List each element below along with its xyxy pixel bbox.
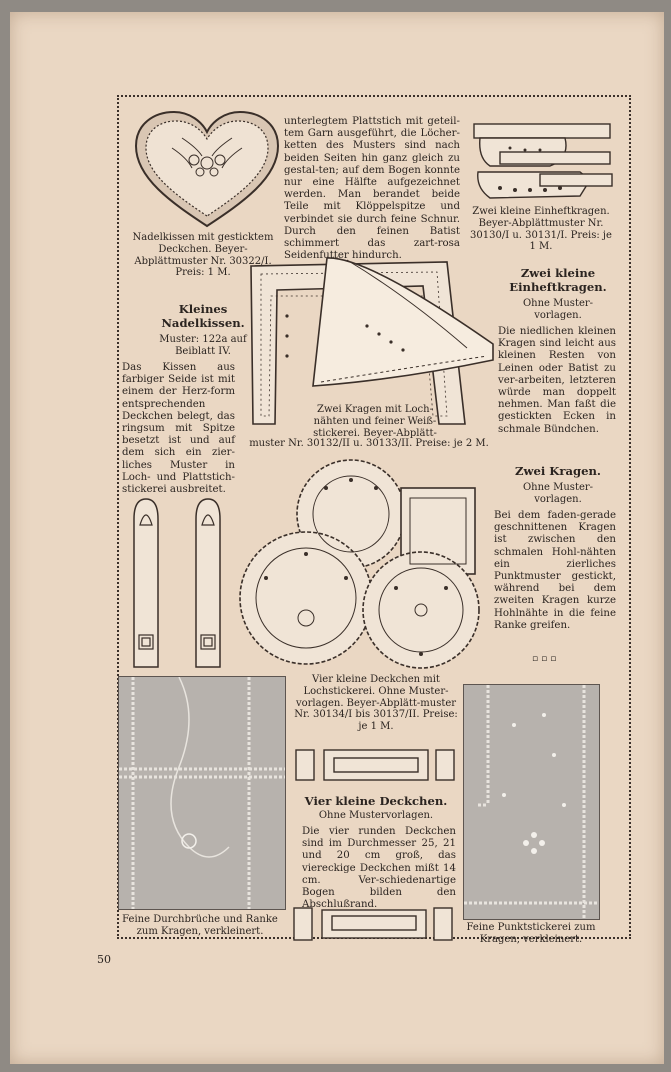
page-number: 50	[97, 953, 111, 966]
two-collars-heading: Zwei Kragen.	[515, 464, 601, 478]
four-doilies-illustration	[236, 458, 486, 670]
small-collars-sub: Ohne Muster-vorlagen.	[522, 298, 594, 321]
openwork-caption: Feine Durchbrüche und Ranke zum Kragen, verkleinert.	[122, 914, 278, 937]
doilies-caption: Vier kleine Deckchen mit Lochstickerei. Ohne Muster-vorlagen. Beyer-Abplätt-muster Nr. 30134/I bis 30137/II. Preise: je 1 M.	[294, 674, 458, 733]
small-collars-caption: Zwei kleine Einheftkragen. Beyer-Abplättmuster Nr. 30130/I u. 30131/I. Preis: je 1 M.	[470, 206, 612, 253]
end-mark: ▫▫▫	[532, 654, 560, 664]
heart-cushion-illustration	[132, 108, 282, 230]
two-collars-caption-line: muster Nr. 30132/II u. 30133/II. Preise: je 2 M.	[249, 438, 489, 449]
two-collars-caption: Zwei Kragen mit Loch-nähten und feiner Weiß-stickerei. Beyer-Abplätt-	[313, 404, 437, 439]
small-collars-heading: Zwei kleine Einheftkragen.	[509, 266, 607, 294]
two-collars-sub: Ohne Muster-vorlagen.	[522, 482, 594, 505]
top-center-paragraph: unterlegtem Plattstich mit geteil-tem Garn ausgeführt, die Löcher-ketten des Musters sind nach beiden Seiten hin ganz gleich zu gestal-ten; auf dem Bogen konnte nur eine Hälfte aufgezeichnet werden. Man berandet beide Teile mit Klöppelspitze und verbindet sie durch feine Schnur. Durch den feinen Batist schimmert das zart-rosa Seidenfutter hindurch.	[284, 116, 460, 262]
doilies-body: Die vier runden Deckchen sind im Durchmesser 25, 21 und 20 cm groß, das viereckige Deckchen mißt 14 cm. Ver-schiedenartige Bogen bilden den Abschlußrand.	[302, 826, 456, 911]
doilies-heading: Vier kleine Deckchen.	[304, 794, 448, 808]
doilies-sub: Ohne Mustervorlagen.	[318, 810, 434, 821]
small-collars-illustration	[470, 118, 618, 206]
band-illustration-upper	[294, 744, 456, 784]
two-collars-illustration	[247, 256, 495, 428]
dot-embroidery-photo	[463, 684, 600, 920]
small-cushion-body: Das Kissen aus farbiger Seide ist mit einem der Herz-form entsprechenden Deckchen belegt, das ringsum mit Spitze besetzt ist und auf dem sich ein zier-liches Muster in Loch- und Plattstich-stickerei ausbreitet.	[122, 362, 235, 496]
cushion-caption: Nadelkissen mit gesticktem Deckchen. Beyer-Abplättmuster Nr. 30322/I. Preis: 1 M.	[132, 232, 274, 279]
small-collars-body: Die niedlichen kleinen Kragen sind leicht aus kleinen Resten von Leinen oder Batist zu ver-arbeiten, letzteren würde man doppelt nehmen. Man faßt die gestickten Ecken in schmale Bündchen.	[498, 326, 616, 435]
openwork-photo	[118, 676, 286, 910]
small-cushion-heading: Kleines Nadelkissen.	[161, 302, 245, 330]
small-cushion-pattern: Muster: 122a auf Beiblatt IV.	[159, 334, 247, 357]
two-collars-body: Bei dem faden-gerade geschnittenen Kragen ist zwischen den schmalen Hohl-nähten ein zierliches Punktmuster gestickt, während bei dem zweiten Kragen kurze Hohlnähte in die feine Ranke greifen.	[494, 510, 616, 631]
bookmarks-illustration	[130, 495, 230, 671]
dot-embroidery-caption: Feine Punktstickerei zum Kragen, verkleinert.	[466, 922, 596, 945]
